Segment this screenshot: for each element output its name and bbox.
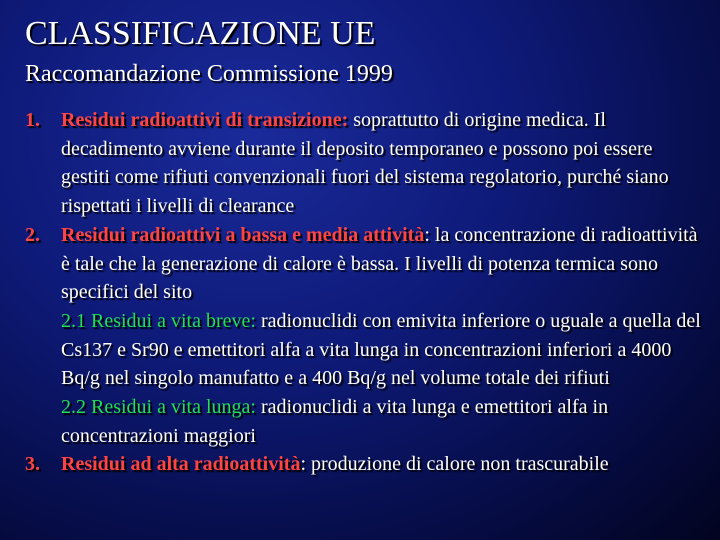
item-heading: Residui radioattivi a bassa e media attività	[61, 223, 425, 246]
item-text: produzione di calore non trascurabile	[306, 453, 609, 476]
subitem-label: 2.2 Residui a vita lunga:	[61, 396, 256, 419]
item-separator: :	[341, 109, 349, 131]
subitem-2-1	[61, 307, 705, 393]
item-separator: :	[424, 223, 430, 246]
item-text: soprattutto di origine medica. Il decadimento avviene durante il deposito temporaneo e possono poi essere gestiti come rifiuti convenzionali fuori del sistema regolatorio, purché siano rispettati i livelli di clearance	[61, 109, 669, 218]
subitem-text: radionuclidi a vita lunga e emettitori alfa in concentrazioni maggiori	[61, 396, 609, 447]
list-item-2	[25, 221, 705, 451]
item-text: la concentrazione di radioattività è tale che la generazione di calore è bassa. I livelli di potenza termica sono specifici del sito	[61, 223, 698, 304]
subitem-2-2	[61, 393, 705, 450]
item-separator: :	[300, 453, 307, 476]
subitem-label: 2.1 Residui a vita breve:	[61, 309, 256, 332]
slide-title: CLASSIFICAZIONE UE	[25, 15, 376, 52]
item-number: 1.	[25, 109, 40, 131]
item-number: 2.	[25, 223, 40, 246]
classification-list	[25, 106, 705, 479]
subitem-text: radionuclidi con emivita inferiore o uguale a quella del Cs137 e Sr90 e emettitori alfa a vita lunga in concentrazioni inferiori a 4000 Bq/g nel singolo manufatto e a 400 Bq/g nel volume totale dei rifiuti	[61, 309, 701, 390]
list-item-1	[25, 106, 705, 221]
item-heading: Residui ad alta radioattività	[61, 453, 301, 476]
item-heading: Residui radioattivi di transizione	[61, 109, 342, 131]
item-number: 3.	[25, 453, 40, 476]
slide-subtitle: Raccomandazione Commissione 1999	[25, 61, 393, 87]
list-item-3	[25, 450, 705, 479]
